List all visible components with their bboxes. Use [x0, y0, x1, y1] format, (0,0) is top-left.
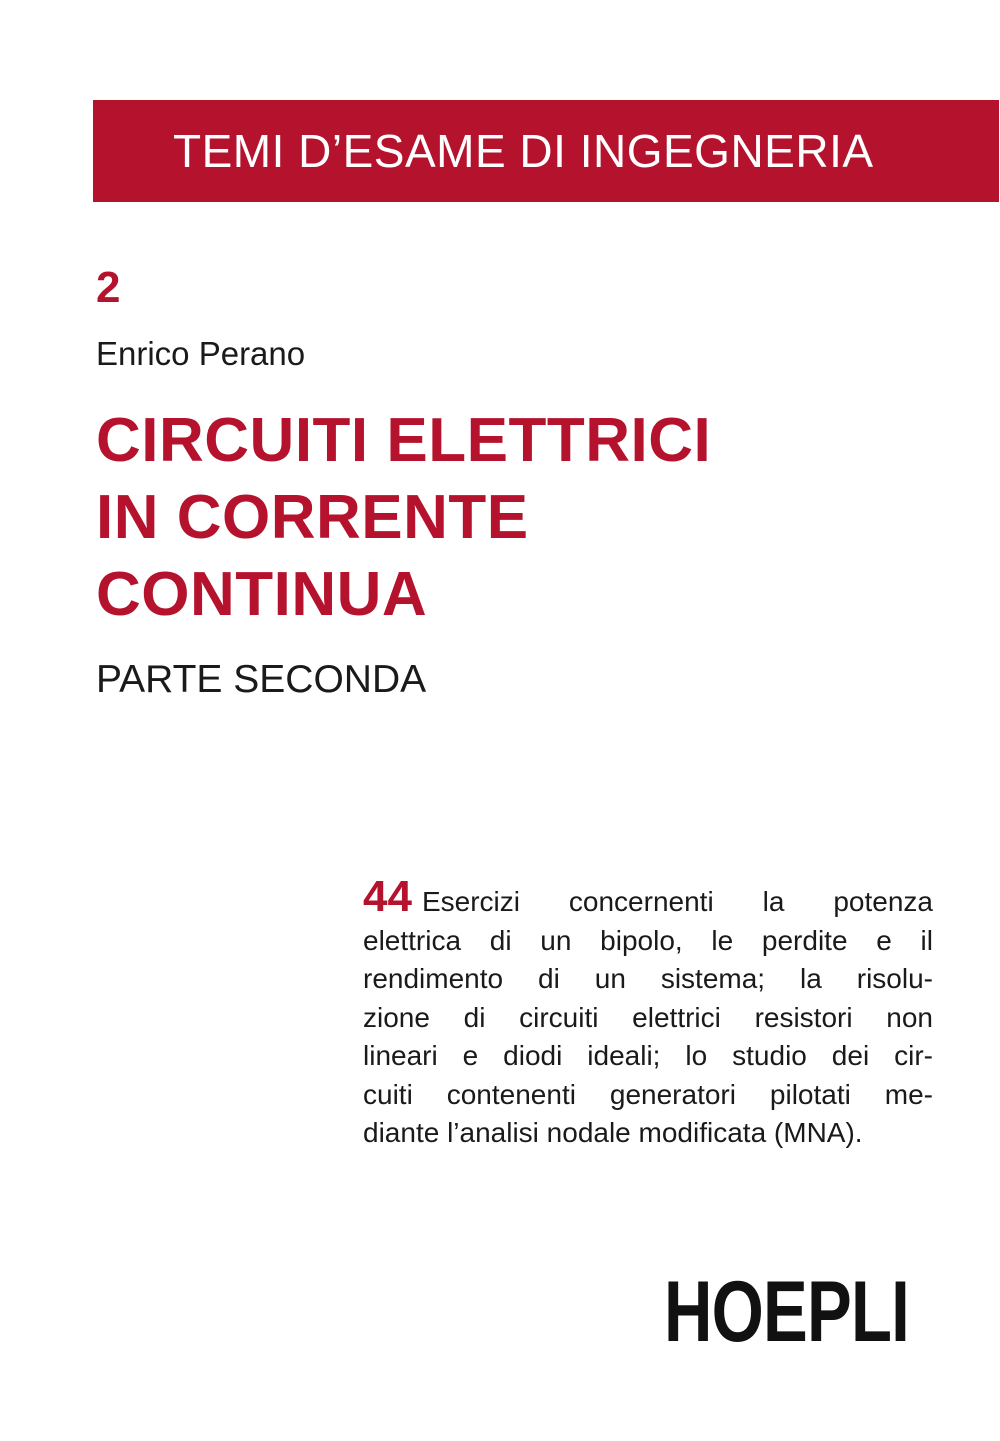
- volume-number: 2: [96, 263, 121, 312]
- book-title-line: CONTINUA: [96, 560, 428, 629]
- description-line: cuiti contenenti generatori pilotati me-: [363, 1078, 933, 1110]
- book-subtitle: PARTE SECONDA: [96, 658, 427, 701]
- description-line: [363, 872, 933, 922]
- author-name: Enrico Perano: [96, 335, 306, 372]
- series-banner: [93, 100, 999, 202]
- description-line: rendimento di un sistema; la risolu-: [363, 963, 933, 994]
- book-description: [363, 872, 933, 1153]
- description-line: lineari e diodi ideali; lo studio dei cir-: [363, 1040, 933, 1071]
- description-text: Esercizi concernenti la potenza: [421, 886, 933, 917]
- description-line: elettrica di un bipolo, le perdite e il: [363, 924, 933, 956]
- series-title: TEMI D’ESAME DI INGEGNERIA: [173, 125, 874, 177]
- book-title-line: IN CORRENTE: [96, 483, 529, 552]
- description-line: diante l’analisi nodale modificata (MNA).: [363, 1117, 863, 1148]
- book-title: [96, 402, 896, 633]
- publisher-logo: HOEPLI: [664, 1264, 910, 1360]
- book-title-line: CIRCUITI ELETTRICI: [96, 406, 712, 475]
- exercise-count: 44: [363, 872, 412, 921]
- description-line: zione di circuiti elettrici resistori non: [363, 1001, 933, 1033]
